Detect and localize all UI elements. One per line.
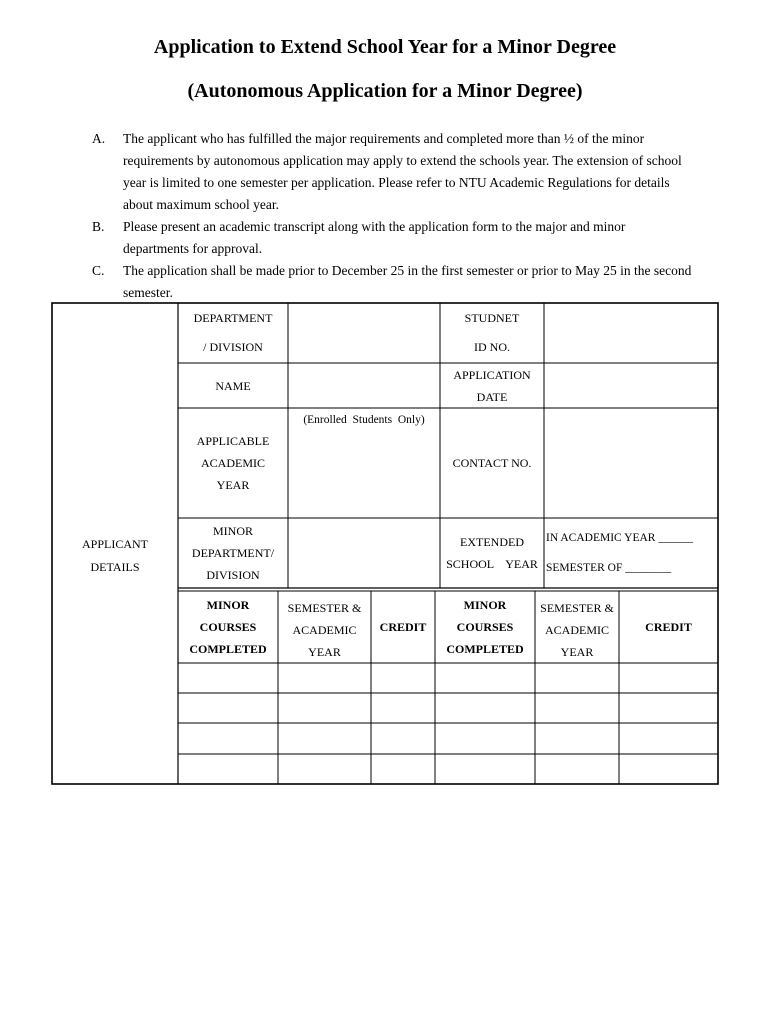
label-line: MINOR <box>212 524 253 538</box>
courses-completed-header <box>435 591 535 663</box>
header-line: SEMESTER & <box>287 601 362 615</box>
header-line: ACADEMIC <box>544 623 609 637</box>
label-line: DEPARTMENT <box>193 311 273 325</box>
course-entry-cell[interactable] <box>178 663 278 693</box>
instruction-label: B. <box>92 219 105 234</box>
label-line: DIVISION <box>206 568 260 582</box>
label-line: EXTENDED <box>460 535 524 549</box>
course-entry-cell[interactable] <box>535 663 619 693</box>
contact-field[interactable] <box>544 408 718 518</box>
course-entry-cell[interactable] <box>371 693 435 723</box>
semester-header <box>278 591 371 663</box>
instruction-label: C. <box>92 263 105 278</box>
label-line: CONTACT NO. <box>452 456 532 470</box>
label-line: DEPARTMENT/ <box>191 546 275 560</box>
label-line: STUDNET <box>464 311 520 325</box>
academic-year-label <box>178 408 288 518</box>
label-line: ID NO. <box>474 340 510 354</box>
application-date-label <box>440 363 544 408</box>
header-line: YEAR <box>560 645 594 659</box>
extended-school-year-field[interactable] <box>544 518 718 588</box>
minor-department-field[interactable] <box>288 518 440 588</box>
header-line: COURSES <box>199 620 257 634</box>
page-subtitle: (Autonomous Application for a Minor Degree) <box>187 80 583 102</box>
course-entry-cell[interactable] <box>619 663 718 693</box>
credit-header <box>371 591 435 663</box>
course-entry-cell[interactable] <box>535 693 619 723</box>
minor-department-label <box>178 518 288 588</box>
name-label <box>178 363 288 408</box>
header-line: ACADEMIC <box>292 623 357 637</box>
course-entry-cell[interactable] <box>535 754 619 784</box>
label-line: APPLICATION <box>453 367 531 382</box>
extended-school-year-label <box>440 518 544 588</box>
course-entry-cell[interactable] <box>178 723 278 754</box>
course-entry-cell[interactable] <box>278 723 371 754</box>
semester-blank: SEMESTER OF ________ <box>546 562 672 574</box>
label-line: APPLICABLE <box>196 434 270 448</box>
course-entry-cell[interactable] <box>371 663 435 693</box>
header-line: COMPLETED <box>189 642 267 656</box>
application-date-field[interactable] <box>544 363 718 408</box>
course-entry-cell[interactable] <box>619 693 718 723</box>
course-entry-cell[interactable] <box>278 693 371 723</box>
header-line: COMPLETED <box>446 642 524 656</box>
course-entry-cell[interactable] <box>178 754 278 784</box>
header-line: SEMESTER & <box>540 601 614 615</box>
academic-year-blank: IN ACADEMIC YEAR ______ <box>546 532 693 544</box>
course-entry-cell[interactable] <box>535 723 619 754</box>
course-entry-cell[interactable] <box>278 754 371 784</box>
label-line: ACADEMIC <box>200 456 265 470</box>
department-field[interactable] <box>288 303 440 363</box>
label-line: / DIVISION <box>203 340 263 354</box>
label-line: DATE <box>476 389 508 404</box>
academic-year-field[interactable] <box>288 408 440 518</box>
course-entry-cell[interactable] <box>371 723 435 754</box>
instruction-label: A. <box>92 131 106 146</box>
label-line: SCHOOL YEAR <box>446 557 538 571</box>
header-line: COURSES <box>456 620 514 634</box>
semester-header <box>535 591 619 663</box>
course-entry-cell[interactable] <box>435 663 535 693</box>
section-label-line: DETAILS <box>90 560 140 574</box>
page-title: Application to Extend School Year for a Minor Degree <box>153 36 617 58</box>
label-line: NAME <box>215 378 251 393</box>
header-line: MINOR <box>463 598 507 612</box>
credit-header <box>619 591 718 663</box>
courses-completed-header <box>178 591 278 663</box>
course-entry-cell[interactable] <box>435 693 535 723</box>
course-entry-cell[interactable] <box>435 754 535 784</box>
instruction-text: The application shall be made prior to December 25 in the first semester or prior to May 25 in the second semester. <box>123 263 692 300</box>
contact-label <box>440 408 544 518</box>
enrolled-note: (Enrolled Students Only) <box>303 414 425 426</box>
header-line: MINOR <box>206 598 250 612</box>
applicant-details-label <box>52 530 178 582</box>
course-entry-cell[interactable] <box>435 723 535 754</box>
student-id-field[interactable] <box>544 303 718 363</box>
label-line: YEAR <box>216 478 250 492</box>
course-entry-cell[interactable] <box>178 693 278 723</box>
course-entry-cell[interactable] <box>278 663 371 693</box>
header-line: CREDIT <box>645 620 692 634</box>
header-line: YEAR <box>308 645 341 659</box>
header-line: CREDIT <box>379 620 427 634</box>
student-id-label <box>440 303 544 363</box>
instruction-text: Please present an academic transcript along with the application form to the major and minor departments for approval. <box>123 219 626 256</box>
course-entry-cell[interactable] <box>619 723 718 754</box>
name-field[interactable] <box>288 363 440 408</box>
section-label-line: APPLICANT <box>81 537 148 551</box>
course-entry-cell[interactable] <box>371 754 435 784</box>
instruction-text: The applicant who has fulfilled the major requirements and completed more than ½ of the minor requirements by autonomous application may apply to extend the schools year. The extension of school year is limited to one semester per application. Please refer to NTU Academic Regulations for details about maximum school year. <box>123 131 682 212</box>
department-label <box>178 303 288 363</box>
course-entry-cell[interactable] <box>619 754 718 784</box>
